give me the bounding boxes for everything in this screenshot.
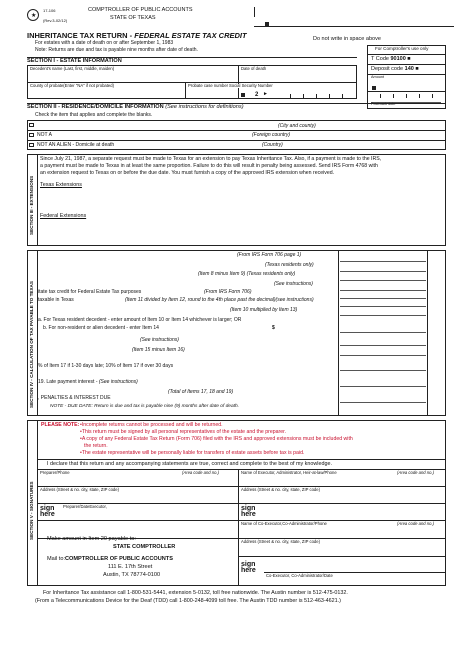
mail-to-label: Mail to: <box>47 556 66 562</box>
note-3: •A copy of any Federal Estate Tax Return (Form 706) filed with the IRS and approved extensions must be included with <box>80 436 353 442</box>
section2-instruction: Check the item that applies and complete the blanks. <box>35 112 153 118</box>
extension-para-3: an extension request to Texas on or before the due date. You must furnish a copy of the approved IRS extension when received. <box>40 170 335 176</box>
not-a-label: NOT A <box>37 132 52 138</box>
subtitle-date: For estates with a date of death on or after September 1, 1983 <box>35 40 174 46</box>
form-seal-icon: ★ <box>27 9 39 21</box>
corner-mark-icon <box>372 86 376 90</box>
sign-here-icon: sign here <box>241 505 256 518</box>
domicile-country-field[interactable] <box>110 142 260 149</box>
line-16-desc: (See instructions) <box>140 337 179 343</box>
not-alien-checkbox[interactable] <box>29 143 34 147</box>
line-13-amount[interactable] <box>340 298 426 307</box>
line-20-instr: (Total of Items 17, 18 and 19) <box>168 389 234 395</box>
case-number-label: Probate case number <box>188 83 229 88</box>
form-type-arrow-icon: ► <box>263 91 268 97</box>
form-title: INHERITANCE TAX RETURN - FEDERAL ESTATE TAX CREDIT <box>27 31 247 40</box>
section5-side-label: SECTION V - SIGNATURES <box>29 481 34 540</box>
please-note-label: PLEASE NOTE: <box>41 422 80 428</box>
federal-extensions-field[interactable] <box>40 221 438 243</box>
corner-mark-icon <box>254 26 454 27</box>
section1-title: SECTION I - ESTATE INFORMATION <box>27 58 122 64</box>
line-15b-desc: b. For non-resident or alien decedent - enter Item 14 <box>43 325 159 331</box>
no-write-note: Do not write in space above <box>313 36 381 42</box>
subtitle-note: Note: Returns are due and tax is payable nine months after date of death. <box>35 47 198 53</box>
extension-para-1: Since July 21, 1987, a separate request must be made to Texas for an extension to pay Texas Inheritance Tax. Also, if a payment is made to the IRS, <box>40 156 382 162</box>
line-18-amount[interactable] <box>340 362 426 371</box>
co-executor-address-label: Address (Street & no. city, state, ZIP code) <box>241 539 320 544</box>
line-20-desc: , PENALTIES & INTEREST DUE <box>38 395 111 401</box>
executor-signature-field[interactable] <box>264 506 444 519</box>
foreign-country-label: (Foreign country) <box>252 132 291 138</box>
country-label: (Country) <box>262 142 283 148</box>
mail-to-city: Austin, TX 78774-0100 <box>103 572 161 578</box>
footer-line-1: For Inheritance Tax assistance call 1-800-531-5441, extension 5-0132, toll free nationwide. The Austin number is 512-475-0132. <box>43 590 348 596</box>
decedent-name-label: Decedent's name (Last, first, middle, maiden) <box>30 66 115 71</box>
co-executor-field[interactable] <box>240 528 444 537</box>
co-executor-signature-field[interactable] <box>264 559 444 571</box>
mail-to-name: COMPTROLLER OF PUBLIC ACCOUNTS <box>65 556 173 562</box>
county-field[interactable] <box>29 90 183 98</box>
line-17-amount[interactable] <box>340 347 426 356</box>
footer-line-2: (From a Telecommunications Device for the Deaf (TDD) call 1-800-248-4099 toll free. The Austin TDD number is 512-463-4621.) <box>35 598 341 604</box>
line-20-amount[interactable] <box>340 394 426 403</box>
amount-field[interactable] <box>371 81 441 90</box>
line-13-label: taxable in Texas <box>38 297 74 303</box>
agency-state: STATE OF TEXAS <box>110 15 156 21</box>
note-2: •This return must be signed by all personal representatives of the estate and the preparer. <box>80 429 286 435</box>
texas-extensions-label: Texas Extensions <box>40 182 82 188</box>
area-code-label-3: (Area code and no.) <box>397 521 435 526</box>
payable-to-label: Make amount in Item 20 payable to: <box>47 536 136 542</box>
area-code-label-1: (Area code and no.) <box>182 470 220 475</box>
preparer-date-label: Preparer/DateExecutor, <box>63 504 107 509</box>
line-15a-desc: a. For Texas resident decedent - enter amount of Item 10 or Item 14 whichever is larger; OR <box>38 317 242 323</box>
agency-name: COMPTROLLER OF PUBLIC ACCOUNTS <box>88 7 193 13</box>
declaration-text: I declare that this return and any accompanying statements are true, correct and complete to the best of my knowledge. <box>47 461 332 467</box>
line-10-amount[interactable] <box>340 272 426 281</box>
co-executor-date-label: Co-Executor, Co-Administrator/Date <box>266 573 333 578</box>
not-resident-checkbox[interactable] <box>29 133 34 137</box>
line-8-amount[interactable] <box>340 253 426 262</box>
extension-para-2: a payment must be made to Texas in at least the same proportion. Failure to do this will result in penalty being assessed. Send IRS Form 4768 with <box>40 163 378 169</box>
sign-here-icon: sign here <box>241 561 256 574</box>
preparer-phone-field[interactable] <box>39 477 236 485</box>
line-13-desc: (Item 11 divided by Item 12, round to the 4th place past the decimal)(see instructions) <box>125 297 314 303</box>
foreign-country-field[interactable] <box>60 132 250 139</box>
section4-side-label: SECTION IV - CALCULATION OF TAX PAYABLE TO TEXAS <box>29 281 34 408</box>
line-16-amount[interactable] <box>340 337 426 346</box>
case-number-field[interactable] <box>187 90 236 98</box>
tcode-label: T Code 90100 ■ <box>371 56 411 62</box>
note-4: the return. <box>84 443 108 449</box>
city-county-label: (City and county) <box>278 123 316 129</box>
line-11-instr: (See instructions) <box>274 281 313 287</box>
executor-address-label: Address (Street & no. city, state, ZIP code) <box>241 487 320 492</box>
section2-title: SECTION II - RESIDENCE/DOMICILE INFORMATION (See instructions for definitions) <box>27 104 244 110</box>
decedent-name-field[interactable] <box>29 73 235 81</box>
line-14-desc: (Item 10 multiplied by Item 13) <box>230 307 298 313</box>
line-19-desc: 19. Late payment interest - (See instructions) <box>38 379 138 385</box>
note-1: •Incomplete returns cannot be processed and will be returned. <box>80 422 223 428</box>
preparer-address-field[interactable] <box>39 494 236 502</box>
corner-mark-icon <box>241 93 245 97</box>
date-of-death-label: Date of death <box>241 66 267 71</box>
area-code-label-2: (Area code and no.) <box>397 470 435 475</box>
line-9-amount[interactable] <box>340 263 426 272</box>
date-of-death-field[interactable] <box>240 73 355 81</box>
line-17-desc: (Item 15 minus Item 16) <box>132 347 185 353</box>
ssn-field[interactable] <box>275 90 355 98</box>
form-type-digit: 2 <box>255 92 259 98</box>
city-county-field[interactable] <box>40 122 270 129</box>
line-18-desc: % of Item 17 if 1-30 days late; 10% of Item 17 if over 30 days <box>38 363 174 369</box>
form-revision: (Rev.3-02/12) <box>43 18 68 23</box>
comptroller-use-label: For Comptroller's use only <box>375 46 429 51</box>
co-executor-label: Name of Co-Executor,Co-Administrator/Phone <box>241 521 327 526</box>
preparer-phone-label: Preparer/Phone <box>40 470 70 475</box>
line-12-desc: (From IRS Form 706) <box>204 289 252 295</box>
postmark-label: Postmark date <box>371 102 396 106</box>
preparer-address-label: Address (Street & no. city, state, ZIP code) <box>40 487 119 492</box>
section3-side-label: SECTION III - EXTENSIONS <box>29 175 34 235</box>
ssn-label: Social Security Number <box>229 83 273 88</box>
amount-label: Amount <box>371 75 385 79</box>
line-9-desc: (Texas residents only) <box>265 262 314 268</box>
sign-here-icon: sign here <box>40 505 55 518</box>
line-14-amount[interactable] <box>340 307 426 316</box>
federal-extensions-label: Federal Extensions <box>40 213 87 219</box>
resident-checkbox[interactable] <box>29 123 34 127</box>
not-alien-label: NOT AN ALIEN - Domicile at death <box>37 142 115 148</box>
executor-address-field[interactable] <box>240 494 444 502</box>
mail-to-street: 111 E. 17th Street <box>108 564 153 570</box>
form-number: 17-106 <box>43 8 56 13</box>
line-19-amount[interactable] <box>340 378 426 387</box>
deposit-code-label: Deposit code 140 ■ <box>371 66 419 72</box>
line-8-desc: (From IRS Form 706 page 1) <box>237 252 302 258</box>
line-15-dollar: $ <box>272 325 275 331</box>
corner-mark-icon <box>254 7 255 17</box>
preparer-signature-field[interactable] <box>62 510 236 519</box>
executor-label: Name of Executor, Administrator, Heir-at-law/Phone <box>241 470 337 475</box>
payable-to-value: STATE COMPTROLLER <box>113 544 176 550</box>
line-11-desc: itate tax credit for Federal Estate Tax purposes <box>38 289 142 295</box>
co-executor-address-field[interactable] <box>240 546 444 555</box>
line-15-amount[interactable] <box>340 324 426 333</box>
due-date-note: NOTE - DUE DATE: Return is due and tax is payable nine (9) months after date of death. <box>50 404 239 409</box>
note-5: •The estate representative will be personally liable for transfers of estate assets before tax is paid. <box>80 450 305 456</box>
line-10-desc: (Item 8 minus Item 9) (Texas residents only) <box>198 271 296 277</box>
texas-extensions-field[interactable] <box>40 190 438 210</box>
county-label: County of probate(Enter "NA" if not probated) <box>30 83 114 88</box>
executor-field[interactable] <box>240 477 444 485</box>
